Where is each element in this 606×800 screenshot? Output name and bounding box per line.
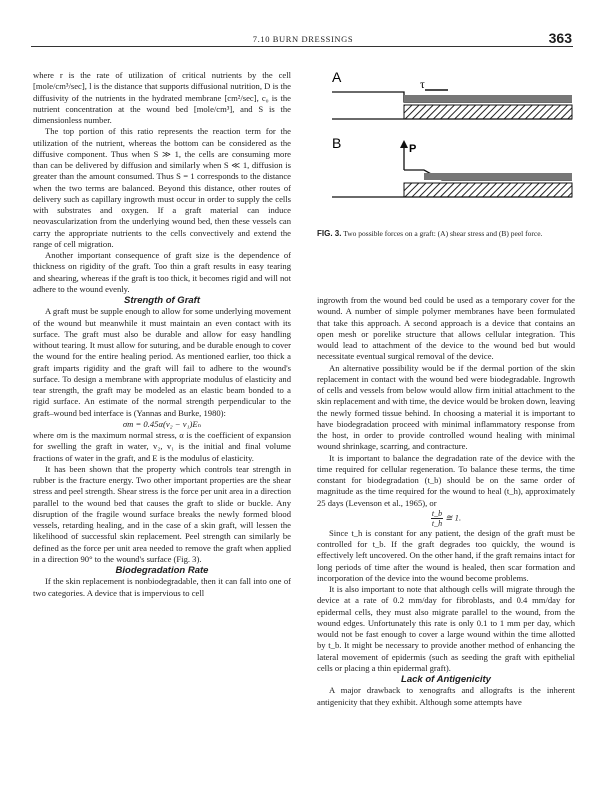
running-head: 7.10 BURN DRESSINGS: [252, 34, 354, 44]
section-heading-strength: Strength of Graft: [124, 295, 200, 306]
fraction-numerator: t_b: [431, 508, 443, 518]
shear-force-label: τ: [420, 77, 425, 91]
paragraph: A graft must be supple enough to allow for some underlying movement of the wound but meanwhile it must maintain an even contact with its surface. The graft must also be durable and allow for easy handling without tearing. It must allow for suturing, and be durable enough to cover the wound for the entire healing period. As mentioned earlier, too thick a graft imparts rigidity and the graft will fail to adhere to the wound's surface. To design a membrane with appropriate modulus of elasticity and tear strength, the graft may be modeled as an elastic beam bonded to a rigid surface. An estimate of the normal strength perpendicular to the graft–wound bed interface is (Yannas and Burke, 1980):: [33, 306, 291, 418]
paragraph: It is also important to note that although cells will migrate through the device at a rate of 0.2 mm/day for fibroblasts, and 0.4 mm/day for epidermal cells, they must also migrate parallel to the wound, from the wound edges. Unfortunately this rate is only 0.1 to 1 mm per day, which would not be fast enough to cover a large wound within the time allotted by t_b. It might be necessary to provide another method of enhancing the lateral movement of epidermis (such as seeding the graft with epithelial cells or placing a thin epidermal graft).: [317, 584, 575, 673]
figure-caption-text: Two possible forces on a graft: (A) shear stress and (B) peel force.: [343, 229, 543, 238]
paragraph: If the skin replacement is nonbiodegradable, then it can fall into one of two categories. A device that is impervious to cell: [33, 576, 291, 598]
paragraph: The top portion of this ratio represents the reaction term for the utilization of the nutrient, whereas the bottom can be considered as the diffusive component. Thus when S ≫ 1, the cells are consuming more than can be delivered by diffusion and similarly when S ≪ 1, diffusion is greater than the amount consumed. Thus S = 1 corresponds to the distance when the two terms are balanced. Beyond this distance, other routes of delivery such as capillary ingrowth must occur in order to supply the cells with substrates and oxygen. If a graft material can induce neovascularization from the underlying wound bed, then these vessels can carry the appropriate nutrients to the cells convectively and extend the range of cell migration.: [33, 126, 291, 249]
peel-force-label: P: [409, 143, 417, 155]
equation-normal-stress: σm = 0.45α(v₂ − v₁)Eₙ: [122, 418, 202, 429]
panel-a-shear: [332, 77, 572, 119]
paragraph: ingrowth from the wound bed could be used as a temporary cover for the wound. A number of simple polymer membranes have been formulated that take this approach. A second approach is a device that contains an open mesh or porelike structure that allows cellular integration. This would lead to attachment of the device to the wound bed but would necessitate eventual surgical removal of the device.: [317, 295, 575, 362]
section-heading-biodegradation: Biodegradation Rate: [115, 565, 209, 576]
paragraph: A major drawback to xenografts and allografts is the inherent antigenicity that they exhibit. Although some attempts have: [317, 685, 575, 707]
figure-label-b: B: [332, 135, 342, 151]
equation-relation: ≅ 1.: [445, 512, 462, 523]
paragraph: where r is the rate of utilization of critical nutrients by the cell [mole/cm³/sec], l is the distance that supports diffusional nutrition, D is the diffusivity of the nutrients in the hydrated membrane [cm²/sec], c₀ is the nutrient concentration at the wound bed [mole/cm³], and S is the dimensionless number.: [33, 70, 291, 125]
panel-b-peel: [332, 140, 572, 197]
paragraph: where σm is the maximum normal stress, α is the coefficient of expansion for swelling the graft in water, v₂, v₁ is the initial and final volume fractions of water in the graft, and E is the modulus of elasticity.: [33, 430, 291, 463]
figure-caption: [317, 229, 577, 239]
paragraph: It is important to balance the degradation rate of the device with the time required for cellular regeneration. To balance these terms, the time constant for biodegradation (t_b) should be on the same order of magnitude as the time required for the wound to heal (t_h), approximately 25 days (Levenson et al., 1965), or: [317, 452, 575, 508]
paragraph: It has been shown that the property which controls tear strength in rubber is the fracture energy. Two other important properties are the shear stress and peel strength. Shear stress is the force per unit area in a direction parallel to the wound bed that causes the graft to slide or buckle. Any disruption of the fragile wound surface breaks the newly formed blood vessels, retarding healing, and in the case of a skin graft, will lessen the likelihood of successful skin replacement. Peel strength can similarly be defined as the force per unit area needed to remove the graft when applied in a direction 90° to the wound's surface (Fig. 3).: [33, 463, 291, 564]
left-column: [33, 70, 291, 599]
figure-label-a: A: [332, 69, 342, 85]
fraction-denominator: t_h: [431, 518, 443, 528]
figure-caption-label: FIG. 3.: [317, 229, 342, 238]
page-number: 363: [548, 30, 572, 46]
paragraph: An alternative possibility would be if the dermal portion of the skin replacement in contact with the wound bed were biodegradable. Ingrowth of cells and vessels from below would allow firm initial attachment to the skin replacement and with time, the device would be broken down, leaving the newly formed tissue behind. In choosing a material it is important to have biodegradation proceed with minimal inflammatory response from the host, in order to provide controlled wound healing with minimal wound shrinkage, scarring, and contracture.: [317, 362, 575, 452]
header-rule: [31, 46, 573, 47]
fraction: [431, 509, 443, 528]
figure-3: [322, 60, 580, 220]
right-column: [317, 295, 575, 708]
paragraph: Since t_h is constant for any patient, the design of the graft must be controlled for t_b. If the graft degrades too quickly, the wound is effectively left uncovered. On the other hand, if the graft remains intact for long periods of time after the wound is healed, then scar formation and incorporation of the device into the wound become problems.: [317, 527, 575, 583]
section-heading-antigenicity: Lack of Antigenicity: [401, 674, 491, 685]
equation-time-ratio: [317, 509, 575, 528]
paragraph: Another important consequence of graft size is the dependence of thickness on rigidity of the graft. Too thin a graft results in easy tearing and shearing, whereas if the graft is too thick, it becomes rigid and will not adhere to the wound evenly.: [33, 250, 291, 294]
